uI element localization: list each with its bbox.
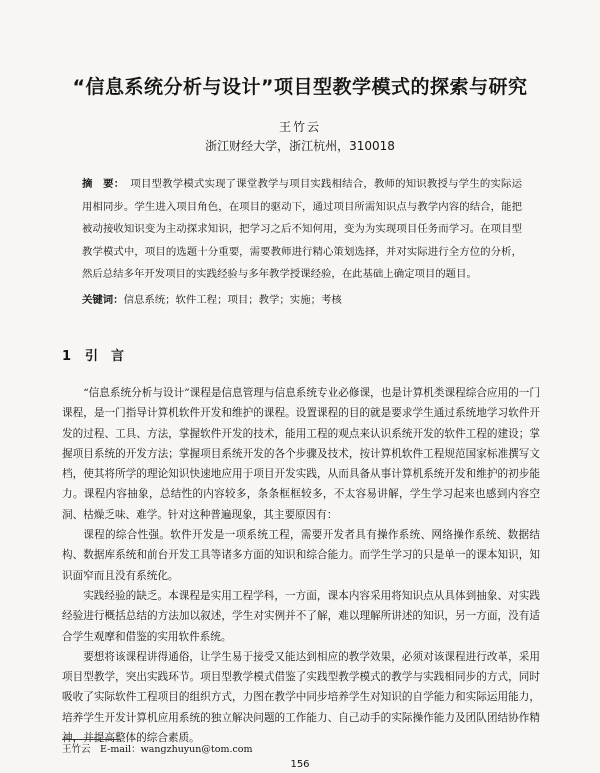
author-affiliation: 浙江财经大学，浙江杭州，310018 xyxy=(205,139,395,153)
page-number: 156 xyxy=(290,759,310,770)
section-title: 引 言 xyxy=(85,349,125,364)
abstract-block xyxy=(82,173,522,286)
body-paragraph: 课程的综合性强。软件开发是一项系统工程，需要开发者具有操作系统、网络操作系统、数据结构、数据库系统和前台开发工具等诸多方面的知识和综合能力。而学生学习的只是单一的课本知识，知识面窄而且没有系统化。 xyxy=(62,529,540,582)
body-paragraph: “信息系统分析与设计”课程是信息管理与信息系统专业必修课，也是计算机类课程综合应用的一门课程，是一门指导计算机软件开发和维护的课程。设置课程的目的就是要求学生通过系统地学习软件开发的过程、工具、方法，掌握软件开发的技术，能用工程的观点来认识系统开发的软件工程的建设；掌握项目系统的开发方法；掌握项目系统开发的各个步骤及技术，按计算机软件工程规范国家标准撰写文档，使其将所学的理论知识快速地应用于项目开发实践，从而具备从事计算机系统开发和维护的初步能力。课程内容抽象，总结性的内容较多，条条框框较多，不太容易讲解，学生学习起来也感到内容空洞、枯燥乏味、难学。针对这种普遍现象，其主要原因有： xyxy=(62,387,540,521)
keywords-block xyxy=(82,290,522,310)
author-name: 王竹云 xyxy=(278,120,321,134)
paper-title: “信息系统分析与设计”项目型教学模式的探索与研究 xyxy=(72,76,528,98)
body-paragraph: 要想将该课程讲得通俗，让学生易于接受又能达到相应的教学效果，必须对该课程进行改革，采用项目型教学，突出实践环节。项目型教学模式借鉴了实践型教学模式的教学与实践相同步的方式，同时吸收了实际软件工程项目的组织方式，力图在教学中同步培养学生对知识的自学能力和实际运用能力，培养学生开发计算机应用系统的独立解决问题的工作能力、自己动手的实际操作能力及团队团结协作精神，并提高整体的综合素质。 xyxy=(62,650,540,745)
body-paragraph: 实践经验的缺乏。本课程是实用工程学科，一方面，课本内容采用将知识点从具体到抽象、对实践经验进行概括总结的方法加以叙述，学生对实例并不了解，难以理解所讲述的知识，另一方面，没有适合学生观摩和借鉴的实用软件系统。 xyxy=(62,589,540,643)
body-text xyxy=(62,383,540,748)
section-number: 1 xyxy=(62,349,72,364)
footnote: 王竹云 E-mail：wangzhuyun@tom.com xyxy=(62,744,253,755)
keywords-text: 信息系统；软件工程；项目；教学；实施；考核 xyxy=(123,294,342,306)
abstract-label: 摘 要： xyxy=(82,178,125,190)
footnote-divider xyxy=(62,739,120,740)
abstract-text: 项目型教学模式实现了课堂教学与项目实践相结合，教师的知识教授与学生的实际运用相同步。学生进入项目角色，在项目的驱动下，通过项目所需知识点与教学内容的结合，能把被动接收知识变为主动探求知识，把学习之后不知何用，变为为实现项目任务而学习。在项目型教学模式中，项目的选题十分重要，需要教师进行精心策划选择，并对实际进行全方位的分析，然后总结多年开发项目的实践经验与多年教学授课经验，在此基础上确定项目的题目。 xyxy=(82,178,523,281)
keywords-label: 关键词： xyxy=(82,294,124,306)
section-heading xyxy=(62,345,124,364)
